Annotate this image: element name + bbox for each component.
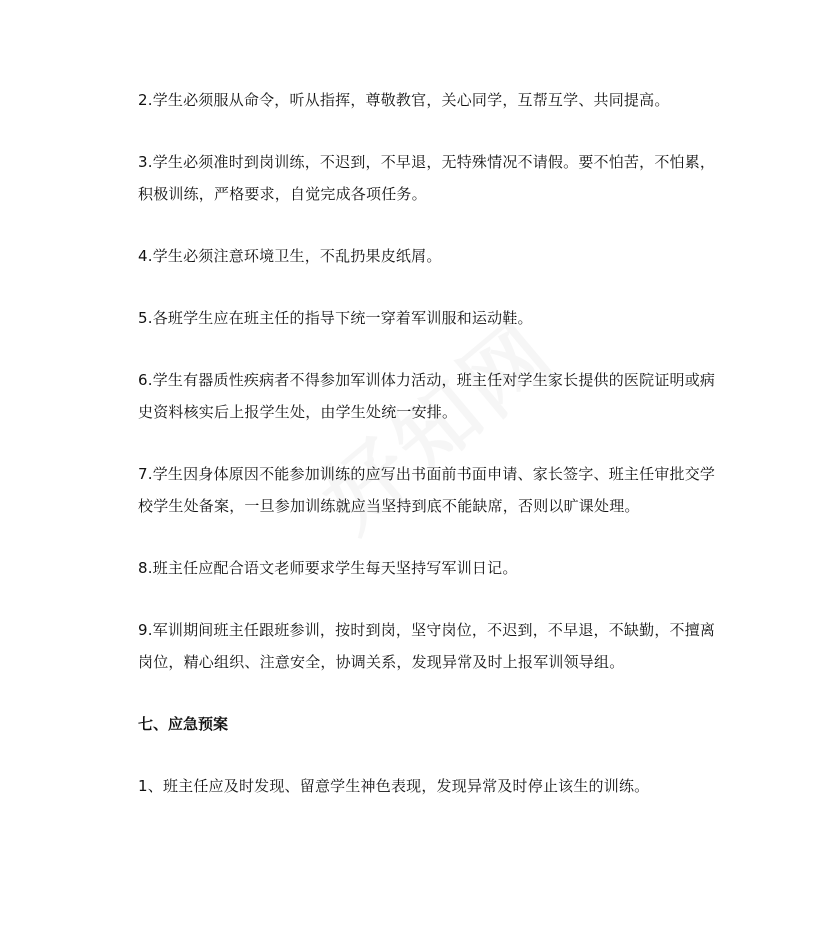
rule-3: 3.学生必须准时到岗训练，不迟到，不早退，无特殊情况不请假。要不怕苦，不怕累，积极训练，严格要求，自觉完成各项任务。: [138, 153, 716, 203]
rule-6: 6.学生有器质性疾病者不得参加军训体力活动，班主任对学生家长提供的医院证明或病史资料核实后上报学生处，由学生处统一安排。: [138, 371, 716, 421]
rule-5: 5.各班学生应在班主任的指导下统一穿着军训服和运动鞋。: [138, 309, 533, 327]
emergency-item-1: 1、班主任应及时发现、留意学生神色表现，发现异常及时停止该生的训练。: [138, 777, 650, 795]
rule-8: 8.班主任应配合语文老师要求学生每天坚持写军训日记。: [138, 559, 518, 577]
section-heading: 七、应急预案: [138, 715, 229, 733]
rule-9: 9.军训期间班主任跟班参训，按时到岗，坚守岗位，不迟到，不早退，不缺勤，不擅离岗位，精心组织、注意安全，协调关系，发现异常及时上报军训领导组。: [138, 621, 716, 671]
rule-4: 4.学生必须注意环境卫生，不乱扔果皮纸屑。: [138, 247, 442, 265]
rule-2: 2.学生必须服从命令，听从指挥，尊敬教官，关心同学，互帮互学、共同提高。: [138, 91, 670, 109]
rule-7: 7.学生因身体原因不能参加训练的应写出书面前书面申请、家长签字、班主任审批交学校学生处备案，一旦参加训练就应当坚持到底不能缺席，否则以旷课处理。: [138, 465, 716, 515]
